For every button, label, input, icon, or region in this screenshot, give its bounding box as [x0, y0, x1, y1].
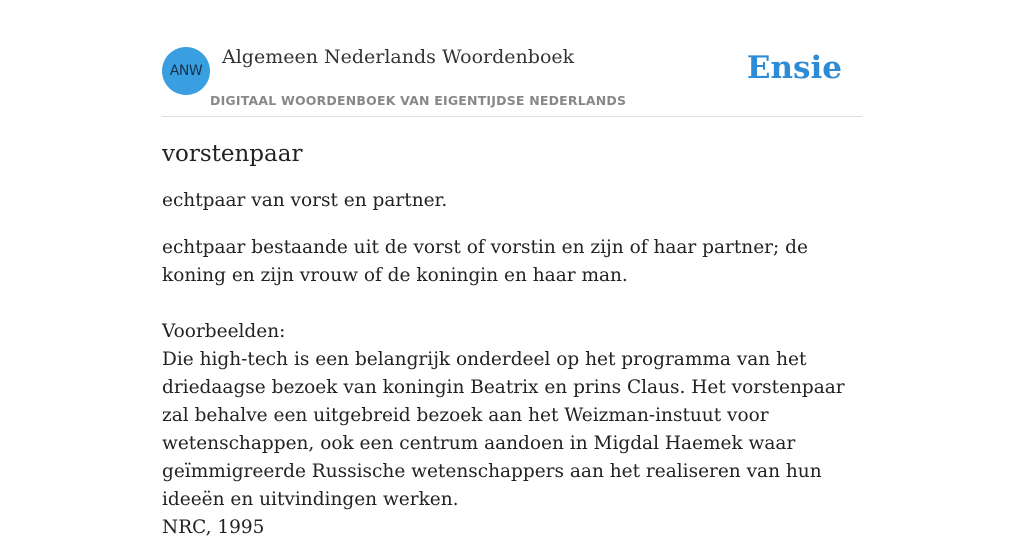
entry-content — [162, 138, 862, 542]
ensie-logo[interactable]: Ensie — [746, 50, 842, 86]
example-text: Die high-tech is een belangrijk onderdeel op het programma van het driedaagse bezoek van koningin Beatrix en prins Claus. Het vorstenpaar zal behalve een uitgebreid bezoek aan het Weizman-instuut voor wetenschappen, ook een centrum aandoen in Migdal Haemek waar geïmmigreerde Russische wetenschappers aan het realiseren van hun ideeën en uitvindingen werken. — [162, 349, 845, 510]
anw-logo[interactable]: ANW — [162, 47, 210, 95]
source-title[interactable]: Algemeen Nederlands Woordenboek — [222, 46, 575, 68]
long-definition: echtpaar bestaande uit de vorst of vorstin en zijn of haar partner; de koning en zijn vrouw of de koningin en haar man. — [162, 237, 808, 286]
headword: vorstenpaar — [162, 141, 303, 167]
short-definition: echtpaar van vorst en partner. — [162, 190, 448, 211]
source-subtitle: DIGITAAL WOORDENBOEK VAN EIGENTIJDSE NEDERLANDS — [210, 93, 627, 108]
examples-label: Voorbeelden: — [162, 321, 286, 342]
source-header — [162, 46, 862, 117]
example-source: NRC, 1995 — [162, 517, 265, 538]
